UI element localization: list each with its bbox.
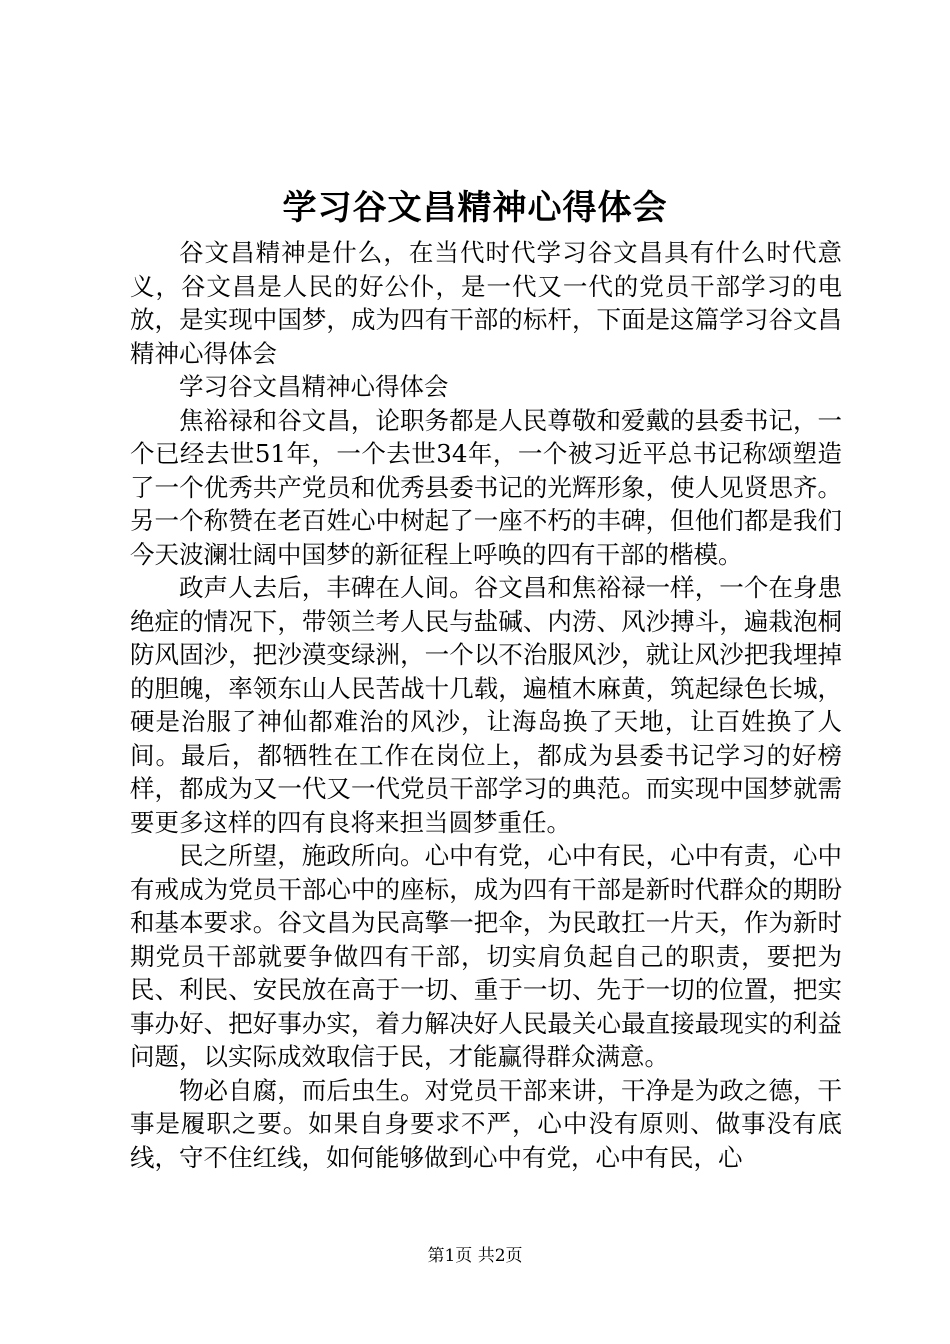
body-paragraph: 民之所望，施政所向。心中有党，心中有民，心中有责，心中有戒成为党员干部心中的座标，成为四有干部是新时代群众的期盼和基本要求。谷文昌为民高擎一把伞，为民敢扛一片天，作为新时期党员干部就要争做四有干部，切实肩负起自己的职责，要把为民、利民、安民放在高于一切、重于一切、先于一切的位置，把实事办好、把好事办实，着力解决好人民最关心最直接最现实的利益问题，以实际成效取信于民，才能赢得群众满意。 [130,841,842,1071]
document-title: 学习谷文昌精神心得体会 [282,188,668,228]
document-body [130,236,842,1174]
body-paragraph: 政声人去后，丰碑在人间。谷文昌和焦裕禄一样，一个在身患绝症的情况下，带领兰考人民与盐碱、内涝、风沙搏斗，遍栽泡桐防风固沙，把沙漠变绿洲，一个以不治服风沙，就让风沙把我埋掉的胆魄，率领东山人民苦战十几载，遍植木麻黄，筑起绿色长城，硬是治服了神仙都难治的风沙，让海岛换了天地，让百姓换了人间。最后，都牺牲在工作在岗位上，都成为县委书记学习的好榜样，都成为又一代又一代党员干部学习的典范。而实现中国梦就需要更多这样的四有良将来担当圆梦重任。 [130,573,842,837]
body-paragraph: 焦裕禄和谷文昌，论职务都是人民尊敬和爱戴的县委书记，一个已经去世51年，一个去世34年，一个被习近平总书记称颂塑造了一个优秀共产党员和优秀县委书记的光辉形象，使人见贤思齐。另一个称赞在老百姓心中树起了一座不朽的丰碑，但他们都是我们今天波澜壮阔中国梦的新征程上呼唤的四有干部的楷模。 [130,405,842,569]
body-paragraph: 物必自腐，而后虫生。对党员干部来讲，干净是为政之德，干事是履职之要。如果自身要求不严，心中没有原则、做事没有底线，守不住红线，如何能够做到心中有党，心中有民，心 [130,1075,842,1172]
intro-paragraph: 谷文昌精神是什么，在当代时代学习谷文昌具有什么时代意义，谷文昌是人民的好公仆，是一代又一代的党员干部学习的电放，是实现中国梦，成为四有干部的标杆，下面是这篇学习谷文昌精神心得体会 [130,238,842,368]
page-number-footer: 第1页 共2页 [427,1246,523,1266]
subtitle-paragraph: 学习谷文昌精神心得体会 [179,372,449,401]
